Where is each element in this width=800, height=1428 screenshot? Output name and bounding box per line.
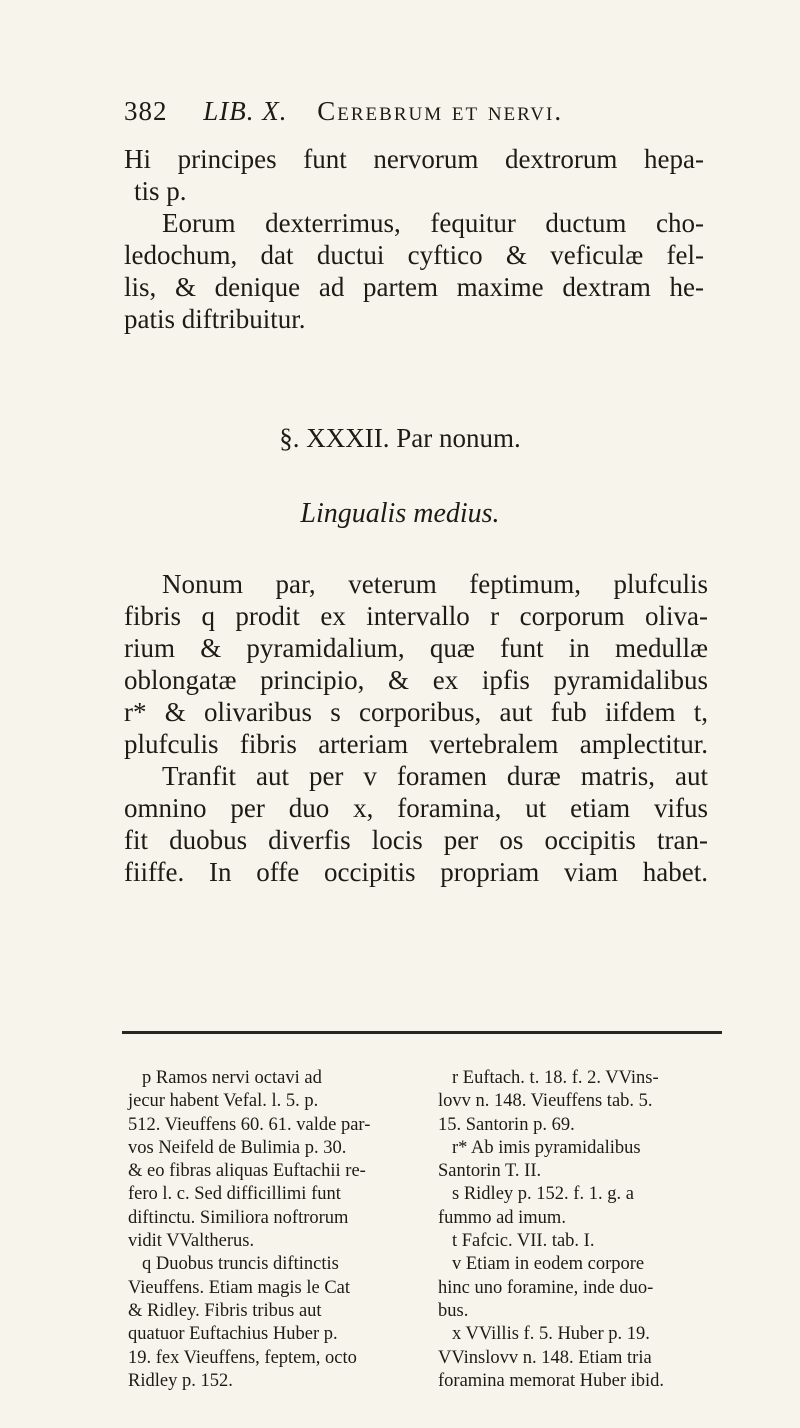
page-number: 382 [124, 96, 168, 126]
footnote-line: t Fafcic. VII. tab. I. [452, 1231, 595, 1252]
text-line: oblongatæ principio, & ex ipfis pyramidalibus [124, 665, 708, 695]
book-label: LIB. X. [203, 96, 288, 126]
running-header [124, 96, 734, 127]
footnote-line: x VVillis f. 5. Huber p. 19. [452, 1324, 650, 1345]
footnote-line: 15. Santorin p. 69. [438, 1114, 575, 1135]
footnote-rule [122, 1031, 722, 1034]
footnote-line: Santorin T. II. [438, 1161, 542, 1182]
running-title: Cerebrum et nervi. [317, 96, 564, 126]
footnote-line: r* Ab imis pyramidalibus [452, 1137, 641, 1158]
footnote-line: foramina memorat Huber ibid. [438, 1370, 665, 1391]
text-line: fiiffe. In offe occipitis propriam viam habet. [124, 857, 708, 887]
footnote-line: Vieuffens. Etiam magis le Cat [128, 1277, 351, 1298]
section-subtitle: Lingualis medius. [300, 498, 500, 529]
text-line: Hi principes funt nervorum dextrorum hepa- [124, 144, 704, 174]
footnote-line: q Duobus truncis diftinctis [142, 1254, 339, 1275]
footnote-line: Ridley p. 152. [128, 1370, 233, 1391]
footnote-line: quatuor Euftachius Huber p. [128, 1324, 338, 1345]
footnote-line: vidit VValtherus. [128, 1231, 255, 1252]
text-line: ledochum, dat ductui cyftico & veficulæ fel- [124, 240, 704, 270]
text-line: Nonum par, veterum feptimum, plufculis [162, 569, 708, 599]
footnote-line: fummo ad imum. [438, 1207, 566, 1228]
footnote-line: & Ridley. Fibris tribus aut [128, 1300, 322, 1321]
text-line: Eorum dexterrimus, fequitur ductum cho- [162, 208, 704, 238]
text-line: tis p. [134, 176, 187, 206]
text-line: plufculis fibris arteriam vertebralem amplectitur. [124, 729, 708, 759]
text-line: fit duobus diverfis locis per os occipitis tran- [124, 825, 708, 855]
footnote-line: vos Neifeld de Bulimia p. 30. [128, 1137, 347, 1158]
footnote-line: fero l. c. Sed difficillimi funt [128, 1184, 341, 1205]
footnote-line: lovv n. 148. Vieuffens tab. 5. [438, 1091, 653, 1112]
text-line: fibris q prodit ex intervallo r corporum oliva- [124, 601, 708, 631]
footnote-line: VVinslovv n. 148. Etiam tria [438, 1347, 652, 1368]
text-line: r* & olivaribus s corporibus, aut fub iifdem t, [124, 697, 708, 727]
footnotes-left-column [128, 1067, 420, 1393]
footnote-line: p Ramos nervi octavi ad [142, 1068, 322, 1088]
footnote-line: r Euftach. t. 18. f. 2. VVins- [452, 1068, 659, 1088]
footnote-line: bus. [438, 1300, 469, 1321]
footnote-line: 19. fex Vieuffens, feptem, octo [128, 1347, 357, 1368]
footnote-line: jecur habent Vefal. l. 5. p. [128, 1091, 319, 1112]
footnote-line: diftinctu. Similiora noftrorum [128, 1207, 349, 1228]
footnote-line: hinc uno foramine, inde duo- [438, 1277, 654, 1298]
text-line: omnino per duo x, foramina, ut etiam vifus [124, 793, 708, 823]
footnote-line: s Ridley p. 152. f. 1. g. a [452, 1184, 634, 1205]
footnotes-right-column [438, 1067, 730, 1393]
text-line: patis diftribuitur. [124, 304, 306, 334]
section-heading: §. XXXII. Par nonum. [279, 423, 521, 453]
text-line: Tranfit aut per v foramen duræ matris, aut [162, 761, 708, 791]
footnote-line: v Etiam in eodem corpore [452, 1254, 645, 1275]
intro-paragraph [124, 143, 704, 335]
text-line: lis, & denique ad partem maxime dextram he- [124, 272, 704, 302]
footnote-line: 512. Vieuffens 60. 61. valde par- [128, 1114, 371, 1135]
body-paragraph [124, 568, 708, 888]
footnote-line: & eo fibras aliquas Euftachii re- [128, 1161, 366, 1182]
text-line: rium & pyramidalium, quæ funt in medullæ [124, 633, 708, 663]
